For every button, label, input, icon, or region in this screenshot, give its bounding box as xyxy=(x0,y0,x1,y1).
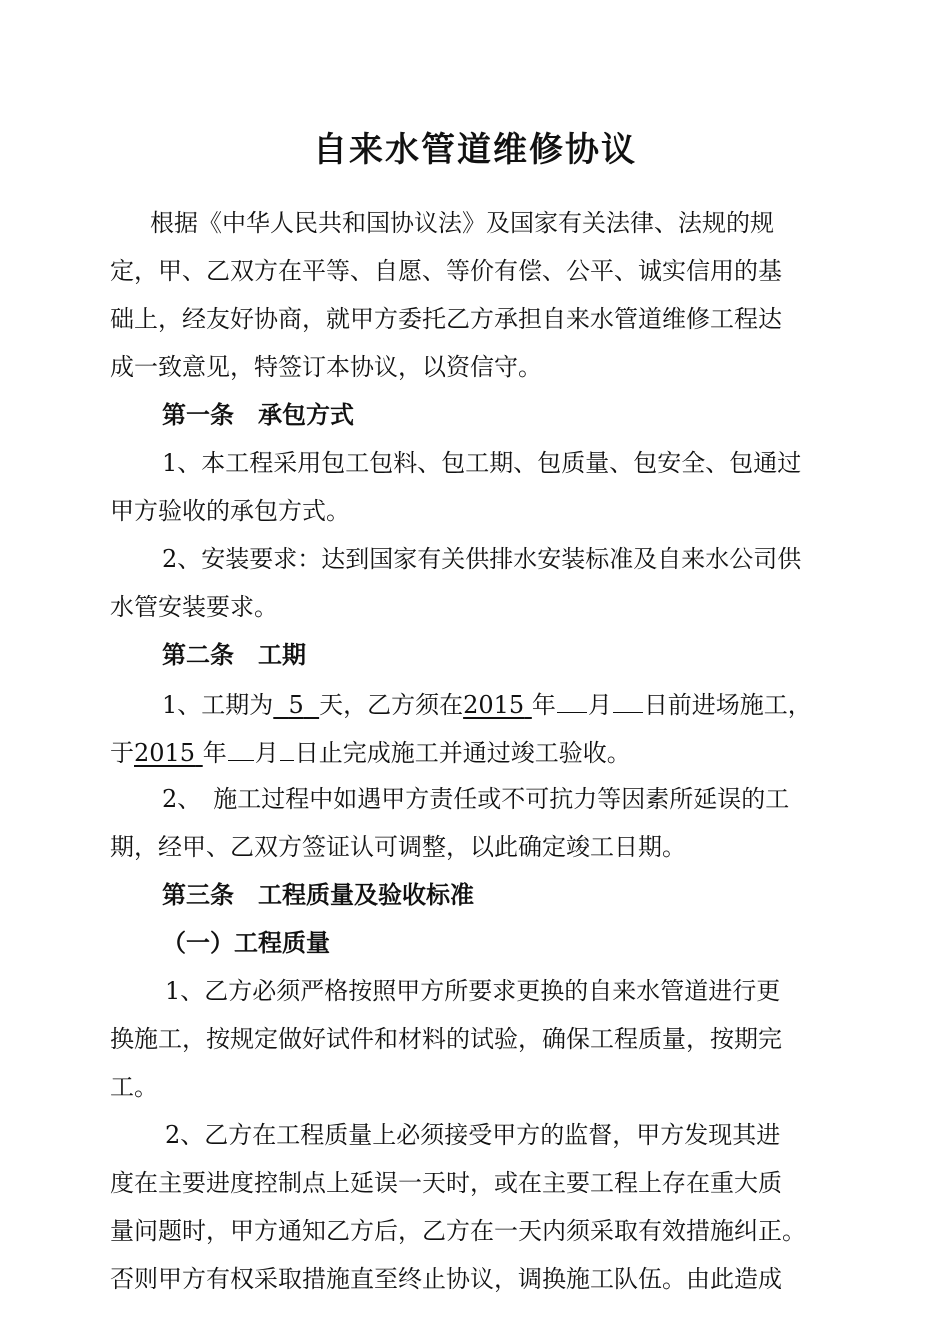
article-3-p2-line-1: 2、乙方在工程质量上必须接受甲方的监督，甲方发现其进 xyxy=(165,1121,781,1149)
start-year-value: 2015 xyxy=(463,691,525,719)
start-year-label: 年 xyxy=(531,691,556,719)
start-month-label: 月 xyxy=(587,691,612,719)
start-month-blank xyxy=(557,688,587,713)
intro-line-1: 根据《中华人民共和国协议法》及国家有关法律、法规的规 xyxy=(150,209,774,237)
intro-line-4: 成一致意见，特签订本协议，以资信守。 xyxy=(110,353,542,381)
article-3-p1-line-2: 换施工，按规定做好试件和材料的试验，确保工程质量，按期完 xyxy=(110,1025,782,1053)
end-month-label: 月 xyxy=(254,739,279,767)
article-1-p1-line-2: 甲方验收的承包方式。 xyxy=(110,497,350,525)
article-3-heading: 第三条 工程质量及验收标准 xyxy=(162,881,474,909)
article-3-subheading-1: （一）工程质量 xyxy=(162,929,330,957)
article-3-p2-line-2: 度在主要进度控制点上延误一天时，或在主要工程上存在重大质 xyxy=(110,1169,782,1197)
start-day-label: 日前进场施工， xyxy=(643,691,812,719)
article-2-p1-line-1 xyxy=(162,688,812,720)
article-2-p2-line-2: 期，经甲、乙双方签证认可调整，以此确定竣工日期。 xyxy=(110,833,686,861)
article-3-p1-line-3: 工。 xyxy=(110,1073,158,1101)
article-2-p1-line-2 xyxy=(110,736,631,768)
start-day-blank xyxy=(613,688,643,713)
intro-line-3: 础上，经友好协商，就甲方委托乙方承担自来水管道维修工程达 xyxy=(110,305,782,333)
article-2-heading: 第二条 工期 xyxy=(162,641,306,669)
period-days-value: 5 xyxy=(288,691,304,719)
end-day-blank xyxy=(280,736,294,761)
intro-line-2: 定，甲、乙双方在平等、自愿、等价有偿、公平、诚实信用的基 xyxy=(110,257,782,285)
article-2-p2-line-1: 2、 施工过程中如遇甲方责任或不可抗力等因素所延误的工 xyxy=(162,785,790,813)
end-day-label: 日止完成施工并通过竣工验收。 xyxy=(294,739,631,767)
article-1-p1-line-1: 1、本工程采用包工包料、包工期、包质量、包安全、包通过 xyxy=(162,449,802,477)
article-1-p2-line-1: 2、安装要求：达到国家有关供排水安装标准及自来水公司供 xyxy=(162,545,802,573)
end-month-blank xyxy=(228,736,254,761)
document-title: 自来水管道维修协议 xyxy=(313,130,637,170)
article-1-heading: 第一条 承包方式 xyxy=(162,401,354,429)
period-days-field xyxy=(273,691,319,719)
end-year-label: 年 xyxy=(202,739,227,767)
end-year-field xyxy=(134,739,203,767)
start-year-field xyxy=(463,691,532,719)
article-3-p2-line-3: 量问题时，甲方通知乙方后，乙方在一天内须采取有效措施纠正。 xyxy=(110,1217,806,1245)
period-text: 1、工期为 xyxy=(162,691,274,719)
end-prefix: 于 xyxy=(110,739,134,767)
start-text: 天，乙方须在 xyxy=(319,691,464,719)
end-year-value: 2015 xyxy=(134,739,196,767)
article-3-p2-line-4: 否则甲方有权采取措施直至终止协议，调换施工队伍。由此造成 xyxy=(110,1265,782,1293)
article-3-p1-line-1: 1、乙方必须严格按照甲方所要求更换的自来水管道进行更 xyxy=(165,977,781,1005)
article-1-p2-line-2: 水管安装要求。 xyxy=(110,593,278,621)
